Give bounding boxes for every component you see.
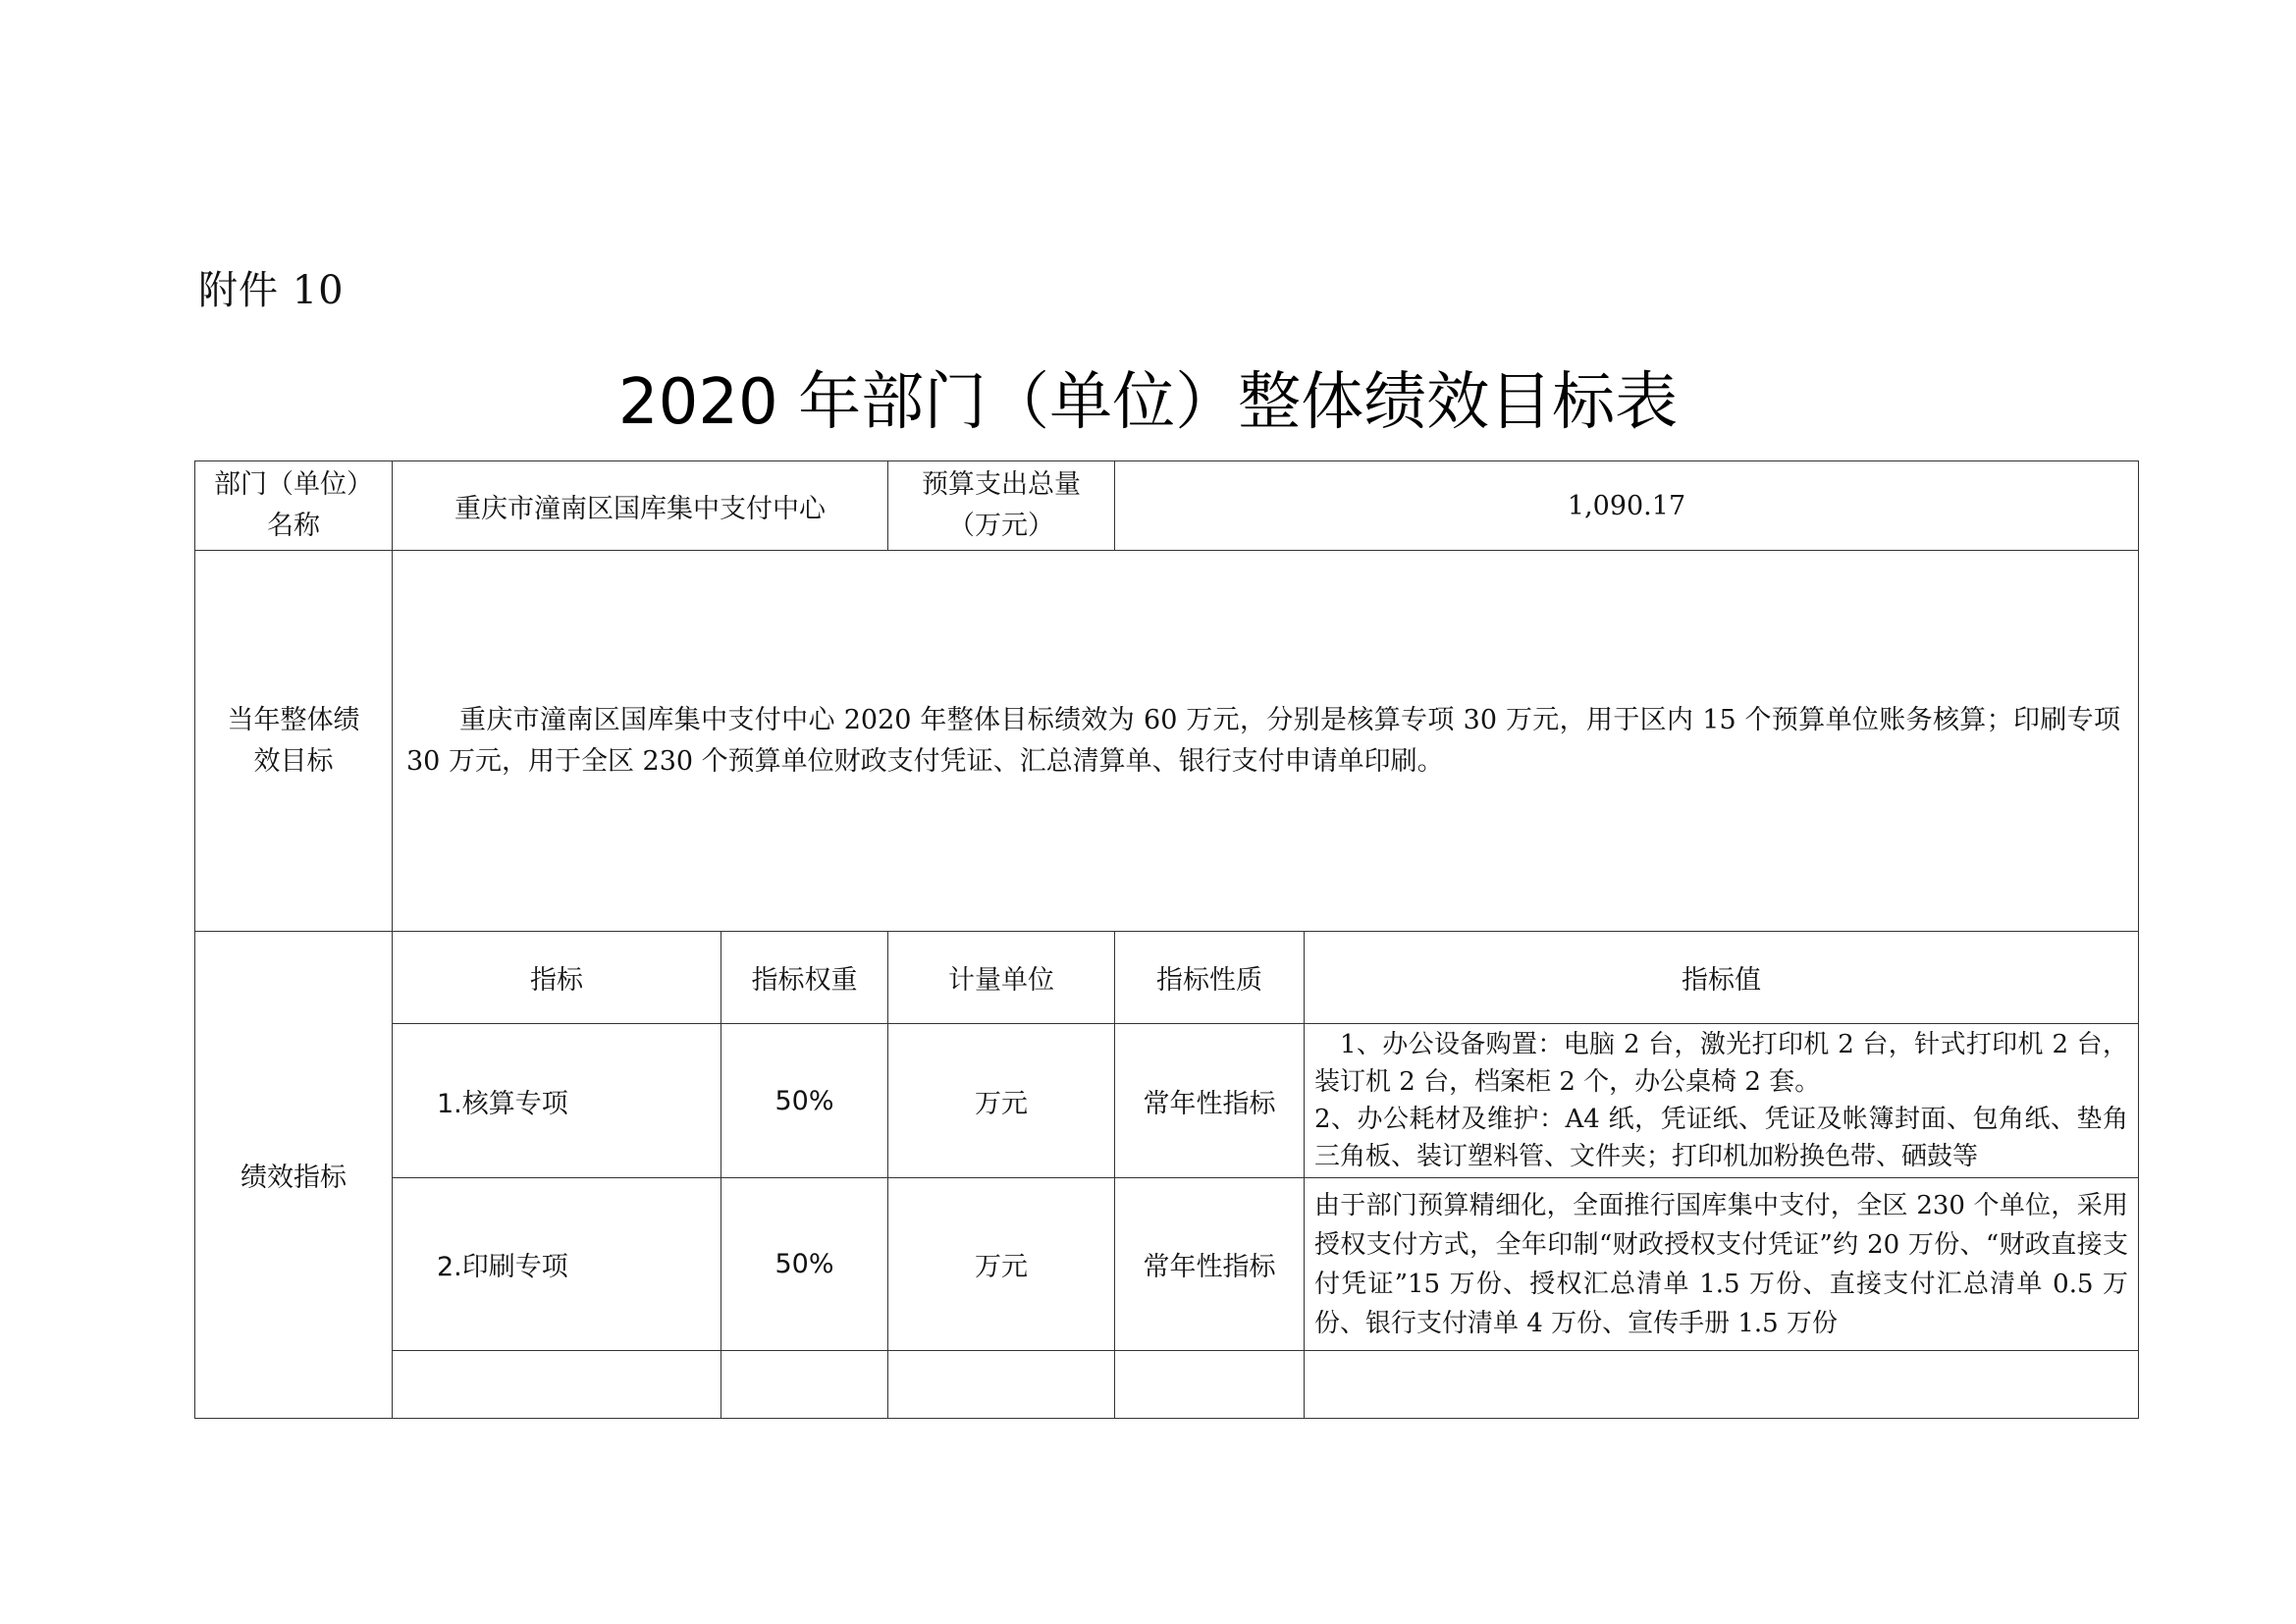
indicator-value-line: 2、办公耗材及维护：A4 纸，凭证纸、凭证及帐簿封面、包角纸、垫角三角板、装订塑料管、文件夹；打印机加粉换色带、硒鼓等 <box>1314 1105 2129 1171</box>
indicator-value-line: 1、办公设备购置：电脑 2 台，激光打印机 2 台，针式打印机 2 台，装订机 2 台，档案柜 2 个，办公桌椅 2 套。 <box>1314 1030 2129 1097</box>
indicator-row <box>195 1178 2139 1351</box>
indicator-section-label-cell <box>195 932 393 1419</box>
page-title: 2020 年部门（单位）整体绩效目标表 <box>617 366 1679 439</box>
indicator-unit <box>888 1351 1115 1419</box>
indicator-section-label: 绩效指标 <box>240 1163 347 1193</box>
header-nature: 指标性质 <box>1115 932 1305 1024</box>
dept-value: 重庆市潼南区国库集中支付中心 <box>454 493 826 524</box>
indicator-row <box>195 1024 2139 1178</box>
goal-text: 重庆市潼南区国库集中支付中心 2020 年整体目标绩效为 60 万元，分别是核算专项 30 万元，用于区内 15 个预算单位账务核算；印刷专项 30 万元，用于全区 230 个预算单位财政支付凭证、汇总清算单、银行支付申请单印刷。 <box>406 704 2121 777</box>
indicator-weight: 50% <box>721 1178 888 1351</box>
indicator-nature: 常年性指标 <box>1115 1024 1305 1178</box>
indicator-value-cell <box>1305 1024 2139 1178</box>
indicator-value-cell <box>1305 1351 2139 1419</box>
budget-label: 预算支出总量（万元） <box>922 469 1081 541</box>
indicator-unit: 万元 <box>888 1024 1115 1178</box>
indicator-nature: 常年性指标 <box>1115 1178 1305 1351</box>
goal-label: 当年整体绩效目标 <box>227 704 360 777</box>
header-indicator: 指标 <box>393 932 721 1024</box>
indicator-nature <box>1115 1351 1305 1419</box>
indicator-header-row <box>195 932 2139 1024</box>
attachment-label: 附件 10 <box>198 268 345 313</box>
goal-row <box>195 551 2139 932</box>
dept-label: 部门（单位）名称 <box>214 469 373 541</box>
dept-value-cell <box>393 461 888 551</box>
budget-value-cell <box>1115 461 2139 551</box>
performance-goal-table <box>194 460 2139 1419</box>
header-value: 指标值 <box>1305 932 2139 1024</box>
goal-text-cell <box>393 551 2139 932</box>
indicator-row-empty <box>195 1351 2139 1419</box>
dept-row <box>195 461 2139 551</box>
header-weight: 指标权重 <box>721 932 888 1024</box>
indicator-value-cell <box>1305 1178 2139 1351</box>
indicator-value-line: 由于部门预算精细化，全面推行国库集中支付，全区 230 个单位，采用授权支付方式，全年印制“财政授权支付凭证”约 20 万份、“财政直接支付凭证”15 万份、授权汇总清单 1.5 万份、直接支付汇总清单 0.5 万份、银行支付清单 4 万份、宣传手册 1.5 万份 <box>1314 1190 2129 1338</box>
indicator-name: 2.印刷专项 <box>393 1178 721 1351</box>
indicator-weight <box>721 1351 888 1419</box>
indicator-name <box>393 1351 721 1419</box>
indicator-name: 1.核算专项 <box>393 1024 721 1178</box>
header-unit: 计量单位 <box>888 932 1115 1024</box>
goal-label-cell <box>195 551 393 932</box>
budget-value: 1,090.17 <box>1567 490 1686 521</box>
indicator-weight: 50% <box>721 1024 888 1178</box>
budget-label-cell <box>888 461 1115 551</box>
indicator-unit: 万元 <box>888 1178 1115 1351</box>
dept-label-cell <box>195 461 393 551</box>
